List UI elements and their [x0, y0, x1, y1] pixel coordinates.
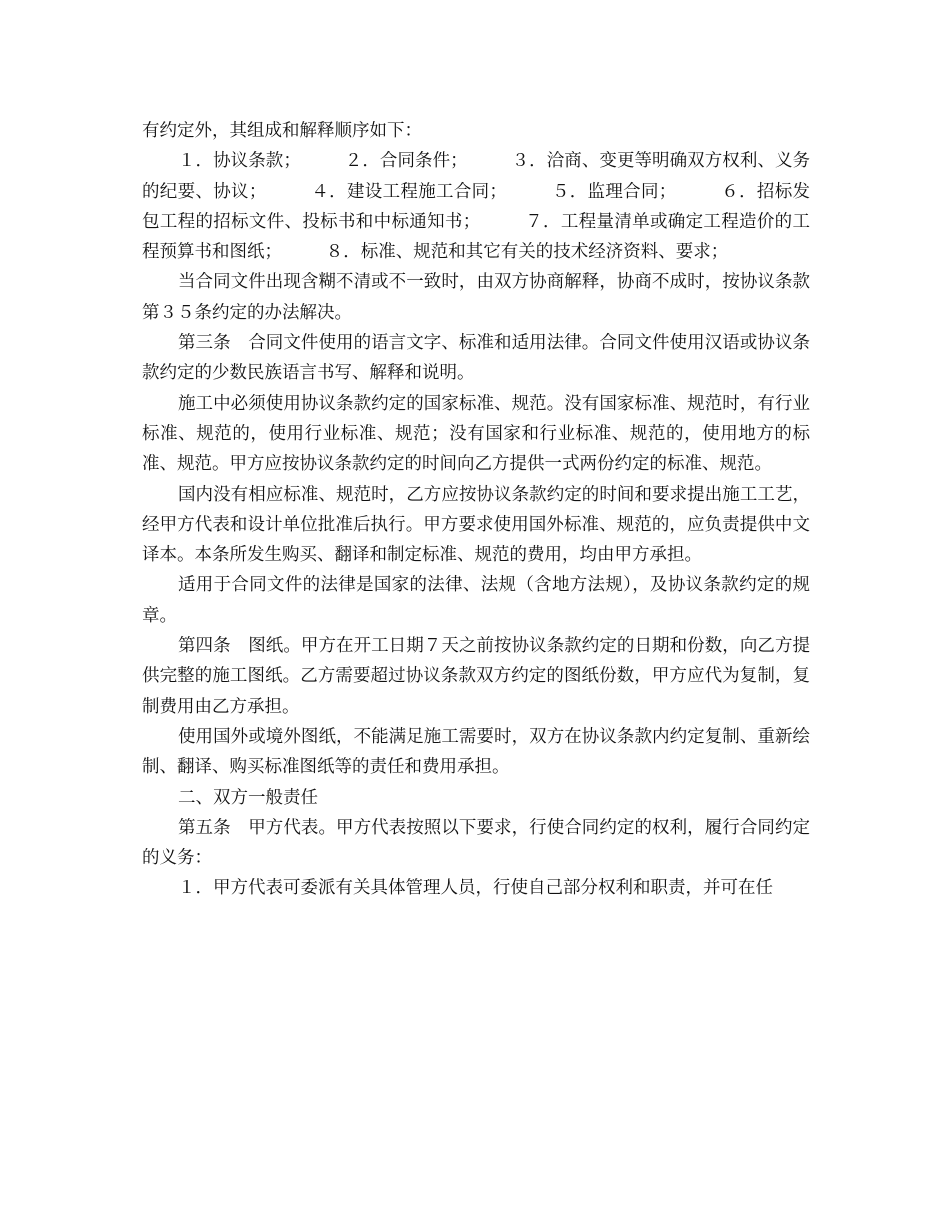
paragraph-article-5-item-1: １．甲方代表可委派有关具体管理人员，行使自己部分权利和职责，并可在任 — [178, 878, 773, 899]
paragraph-foreign-drawings: 使用国外或境外图纸，不能满足施工需要时，双方在协议条款内约定复制、重新绘制、翻译、购买标准图纸等的责任和费用承担。 — [142, 726, 810, 778]
paragraph-intro: 有约定外，其组成和解释顺序如下： — [142, 121, 422, 141]
document-page — [142, 116, 810, 904]
paragraph-article-5: 第五条 甲方代表。甲方代表按照以下要求，行使合同约定的权利，履行合同约定的义务： — [142, 817, 810, 869]
paragraph-ambiguity-resolution: 当合同文件出现含糊不清或不一致时，由双方协商解释，协商不成时，按协议条款第３５条约定的办法解决。 — [142, 272, 810, 323]
paragraph-applicable-law: 适用于合同文件的法律是国家的法律、法规（含地方法规），及协议条款约定的规章。 — [142, 575, 810, 626]
paragraph-document-order-list: １．协议条款； ２．合同条件； ３．洽商、变更等明确双方权利、义务的纪要、协议； ４．建设工程施工合同； ５．监理合同； ６．招标发包工程的招标文件、投标书和中标通知书； ７．工程量清单或确定工程造价的工程预算书和图纸； ８．标准、规范和其它有关的技术经济资料、要求； — [142, 151, 810, 263]
paragraph-foreign-standards: 国内没有相应标准、规范时，乙方应按协议条款约定的时间和要求提出施工工艺，经甲方代表和设计单位批准后执行。甲方要求使用国外标准、规范的，应负责提供中文译本。本条所发生购买、翻译和制定标准、规范的费用，均由甲方承担。 — [142, 484, 810, 566]
paragraph-article-3: 第三条 合同文件使用的语言文字、标准和适用法律。合同文件使用汉语或协议条款约定的少数民族语言书写、解释和说明。 — [142, 333, 810, 384]
paragraph-article-4: 第四条 图纸。甲方在开工日期７天之前按协议条款约定的日期和份数，向乙方提供完整的施工图纸。乙方需要超过协议条款双方约定的图纸份数，甲方应代为复制，复制费用由乙方承担。 — [142, 636, 810, 717]
section-heading-general-responsibilities: 二、双方一般责任 — [178, 787, 318, 808]
paragraph-standards: 施工中必须使用协议条款约定的国家标准、规范。没有国家标准、规范时，有行业标准、规范的，使用行业标准、规范；没有国家和行业标准、规范的，使用地方的标准、规范。甲方应按协议条款约定的时间向乙方提供一式两份约定的标准、规范。 — [142, 393, 810, 475]
